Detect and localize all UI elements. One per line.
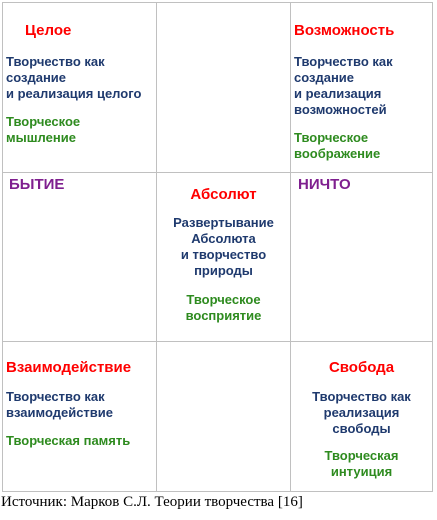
cell-nothing <box>291 173 433 342</box>
cell-whole-ability: Творческое мышление <box>6 114 81 145</box>
cell-absolute-text: Развертывание Абсолюта и творчество природы <box>173 215 274 278</box>
cell-empty-bottom <box>157 342 291 492</box>
cell-interaction <box>3 342 157 492</box>
cell-absolute-title: Абсолют <box>190 186 257 203</box>
cell-freedom-title: Свобода <box>328 359 395 376</box>
cell-empty-top <box>157 3 291 173</box>
creativity-grid <box>2 2 433 492</box>
cell-freedom <box>291 342 433 492</box>
cell-whole-title: Целое <box>25 22 72 39</box>
cell-interaction-title: Взаимодействие <box>6 359 132 376</box>
cell-possibility-text: Творчество как создание и реализация возможностей <box>294 54 393 117</box>
cell-interaction-text: Творчество как взаимодействие <box>6 389 114 420</box>
cell-nothing-title: НИЧТО <box>298 176 351 193</box>
cell-possibility-title: Возможность <box>294 22 395 39</box>
cell-absolute-ability: Творческое восприятие <box>185 292 262 323</box>
cell-freedom-text: Творчество как реализация свободы <box>312 389 411 436</box>
cell-whole-text: Творчество как создание и реализация целого <box>6 54 142 101</box>
cell-interaction-ability: Творческая память <box>6 433 131 448</box>
cell-whole <box>3 3 157 173</box>
cell-being-title: БЫТИЕ <box>9 176 65 193</box>
cell-possibility <box>291 3 433 173</box>
cell-being <box>3 173 157 342</box>
source-caption: Источник: Марков С.Л. Теории творчества [16] <box>1 494 303 510</box>
cell-absolute <box>157 173 291 342</box>
cell-freedom-ability: Творческая интуиция <box>324 448 399 479</box>
cell-possibility-ability: Творческое воображение <box>294 130 381 161</box>
